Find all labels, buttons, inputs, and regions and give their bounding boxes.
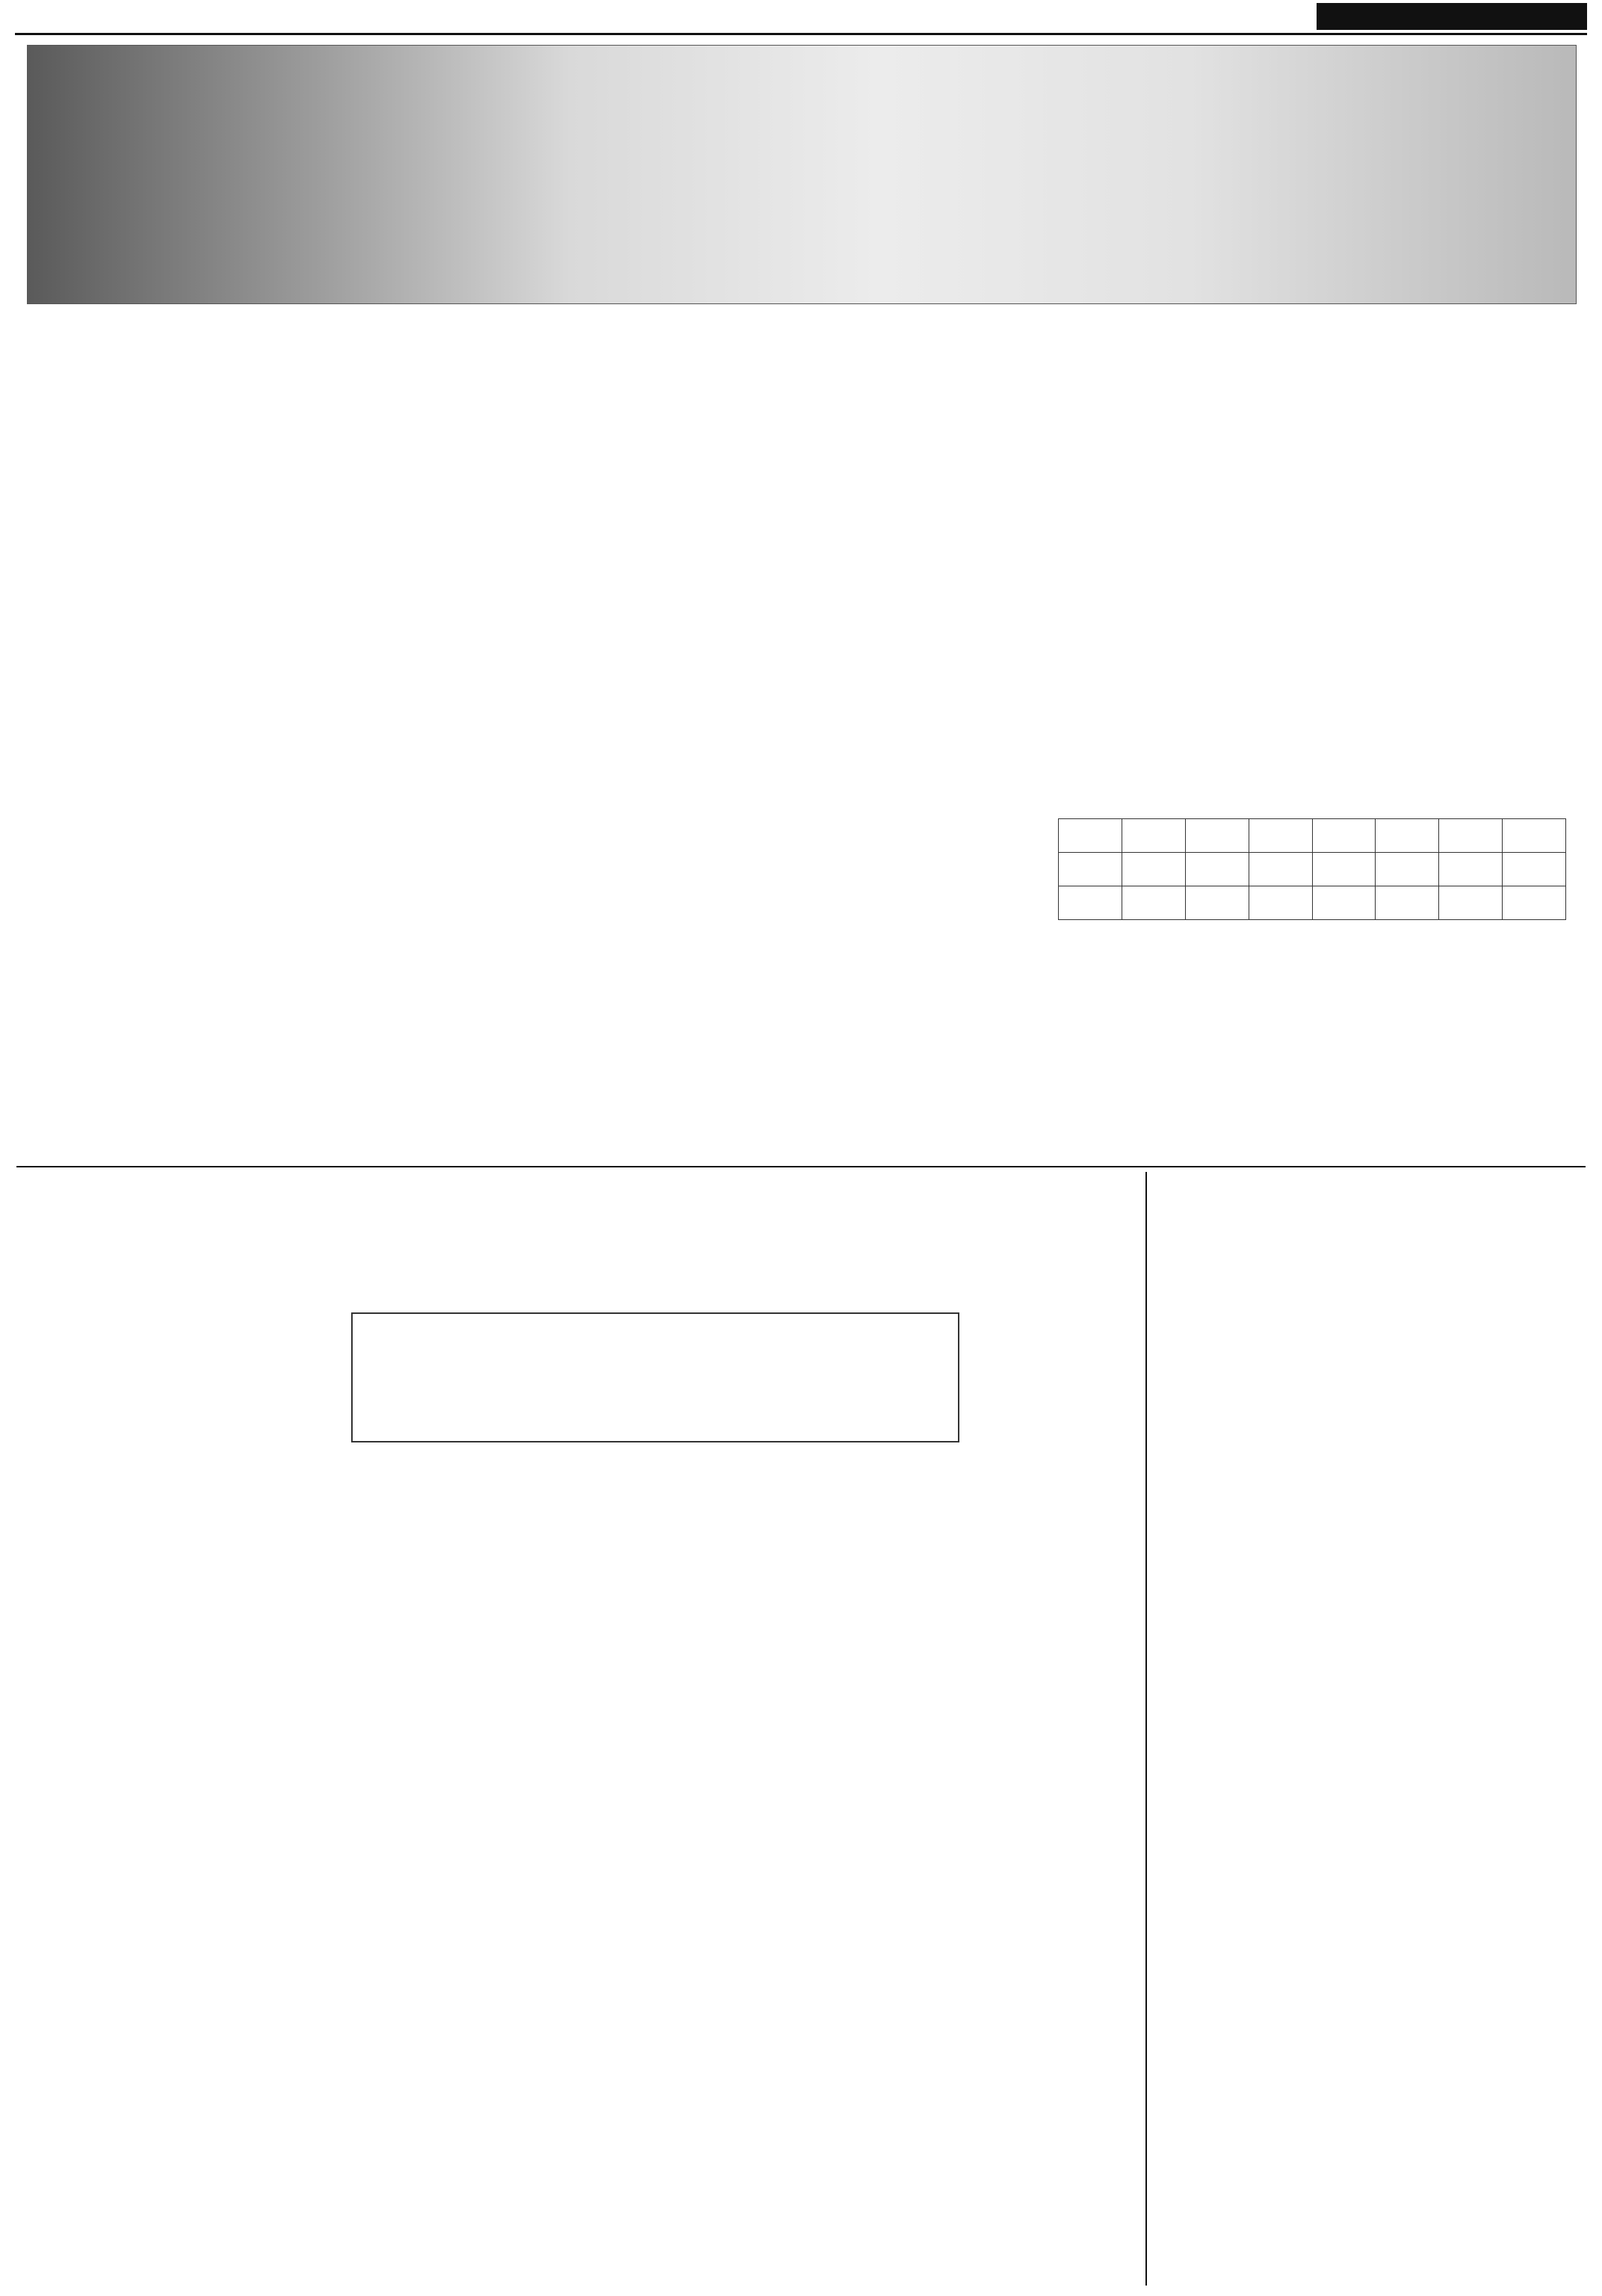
table-header-cell [1376,819,1439,853]
article3-body-top [1158,1179,1405,1938]
article1-column-3-continued [1058,908,1566,1147]
table-cell [1312,853,1376,886]
header-rule [15,33,1587,35]
table-cell [1122,853,1185,886]
table-cell [1249,853,1312,886]
table-cell [1185,853,1249,886]
table-cell [1059,853,1122,886]
section-label [1317,3,1587,30]
table-row [1059,853,1566,886]
table-header-cell [1059,819,1122,853]
article1-column-1 [45,306,538,1144]
article3-body-bottom [1158,1942,1577,2287]
column-separator [1145,1172,1147,2286]
table-header-cell [1312,819,1376,853]
article2-column-2 [403,1513,749,2287]
article1-column-3 [1058,306,1566,818]
article1-banner [27,45,1577,304]
article1-column-2 [551,306,1045,1144]
table-cell [1376,853,1439,886]
table-header-cell [1249,819,1312,853]
article2-column-1 [45,1513,390,2287]
article2-title-frame [351,1312,959,1442]
table-cell [1503,853,1566,886]
table-header-cell [1439,819,1503,853]
table-cell [1439,853,1503,886]
table-header-cell [1503,819,1566,853]
quality-table [1058,818,1566,920]
table-header-cell [1185,819,1249,853]
table-header-cell [1122,819,1185,853]
section-separator [16,1166,1586,1167]
table-header-row [1059,819,1566,853]
article2-column-3 [762,1513,1132,2287]
